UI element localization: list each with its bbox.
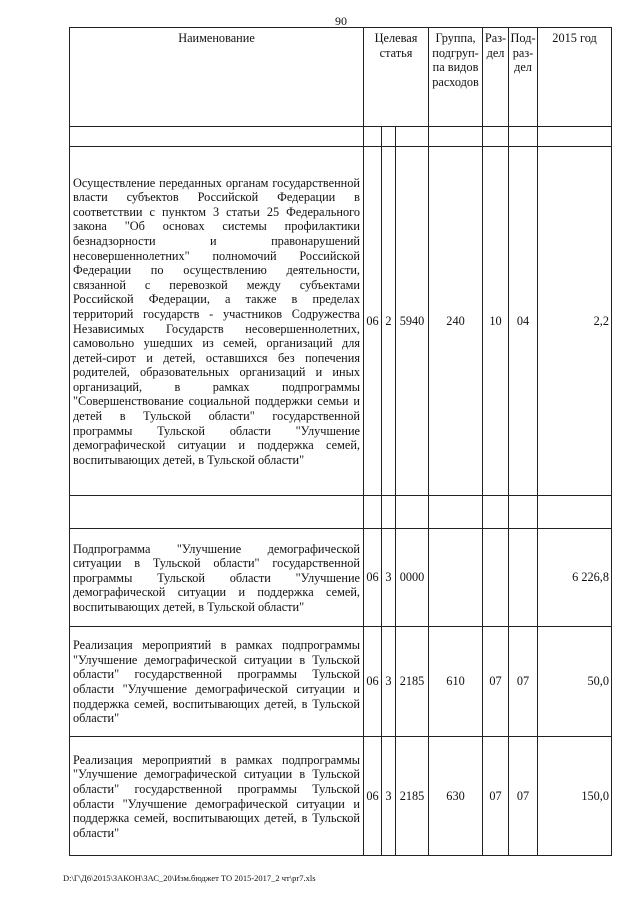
header-expense-group: Группа, подгруп-па видов расходов (429, 28, 483, 127)
row-target-part1: 06 (364, 737, 382, 856)
row-target-part1: 06 (364, 627, 382, 737)
row-section (483, 529, 509, 627)
row-target-part3: 0000 (396, 529, 429, 627)
row-target-part2: 2 (382, 147, 396, 496)
row-subsection (509, 529, 538, 627)
file-path-footer: D:\Г\Д6\2015\ЗАКОН\ЗАС_20\Изм.бюджет ТО 2015-2017_2 чт\pr7.xls (63, 873, 316, 883)
row-expense-group (429, 529, 483, 627)
blank-row (70, 127, 612, 147)
row-target-part1: 06 (364, 529, 382, 627)
table-row (70, 627, 612, 737)
row-amount: 6 226,8 (538, 529, 612, 627)
row-amount: 150,0 (538, 737, 612, 856)
row-name: Реализация мероприятий в рамках подпрограммы "Улучшение демографической ситуации в Тульской области" государственной программы Тульской области "Улучшение демографической ситуации и поддержка семей, воспитывающих детей, в Тульской области" (70, 737, 364, 856)
header-name: Наименование (70, 28, 364, 127)
header-subsection: Под-раз-дел (509, 28, 538, 127)
row-section: 07 (483, 737, 509, 856)
table-header-row (70, 28, 612, 127)
row-amount: 2,2 (538, 147, 612, 496)
row-target-part2: 3 (382, 529, 396, 627)
header-target-article: Целевая статья (364, 28, 429, 127)
row-section: 07 (483, 627, 509, 737)
row-subsection: 07 (509, 737, 538, 856)
row-section: 10 (483, 147, 509, 496)
spacer-row (70, 496, 612, 529)
budget-table (69, 27, 612, 856)
header-year: 2015 год (538, 28, 612, 127)
row-target-part1: 06 (364, 147, 382, 496)
table-row (70, 529, 612, 627)
row-expense-group: 240 (429, 147, 483, 496)
row-target-part2: 3 (382, 627, 396, 737)
row-expense-group: 610 (429, 627, 483, 737)
row-target-part3: 2185 (396, 737, 429, 856)
header-section: Раз-дел (483, 28, 509, 127)
table-row (70, 737, 612, 856)
row-amount: 50,0 (538, 627, 612, 737)
page-number: 90 (335, 14, 347, 28)
row-name: Реализация мероприятий в рамках подпрограммы "Улучшение демографической ситуации в Тульской области" государственной программы Тульской области "Улучшение демографической ситуации и поддержка семей, воспитывающих детей, в Тульской области" (70, 627, 364, 737)
row-target-part2: 3 (382, 737, 396, 856)
row-name: Осуществление переданных органам государственной власти субъектов Российской Федерации в соответствии с пунктом 3 статьи 25 Федерального закона "Об основах системы профилактики безнадзорности и правонарушений несовершеннолетних" полномочий Российской Федерации по осуществлению деятельности, связанной с перевозкой между субъектами Российской Федерации, а также в пределах территорий государств - участников Содружества Независимых Государств несовершеннолетних, самовольно ушедших из семей, организаций для детей-сирот и детей, оставшихся без попечения родителей, образовательных организаций и иных организаций, в рамках подпрограммы "Совершенствование социальной поддержки семьи и детей в Тульской области" государственной программы Тульской области "Улучшение демографической ситуации и поддержка семей, воспитывающих детей, в Тульской области" (70, 147, 364, 496)
row-target-part3: 5940 (396, 147, 429, 496)
row-target-part3: 2185 (396, 627, 429, 737)
row-subsection: 07 (509, 627, 538, 737)
row-subsection: 04 (509, 147, 538, 496)
row-expense-group: 630 (429, 737, 483, 856)
row-name: Подпрограмма "Улучшение демографической ситуации в Тульской области" государственной программы Тульской области "Улучшение демографической ситуации и поддержка семей, воспитывающих детей, в Тульской области" (70, 529, 364, 627)
table-row (70, 147, 612, 496)
